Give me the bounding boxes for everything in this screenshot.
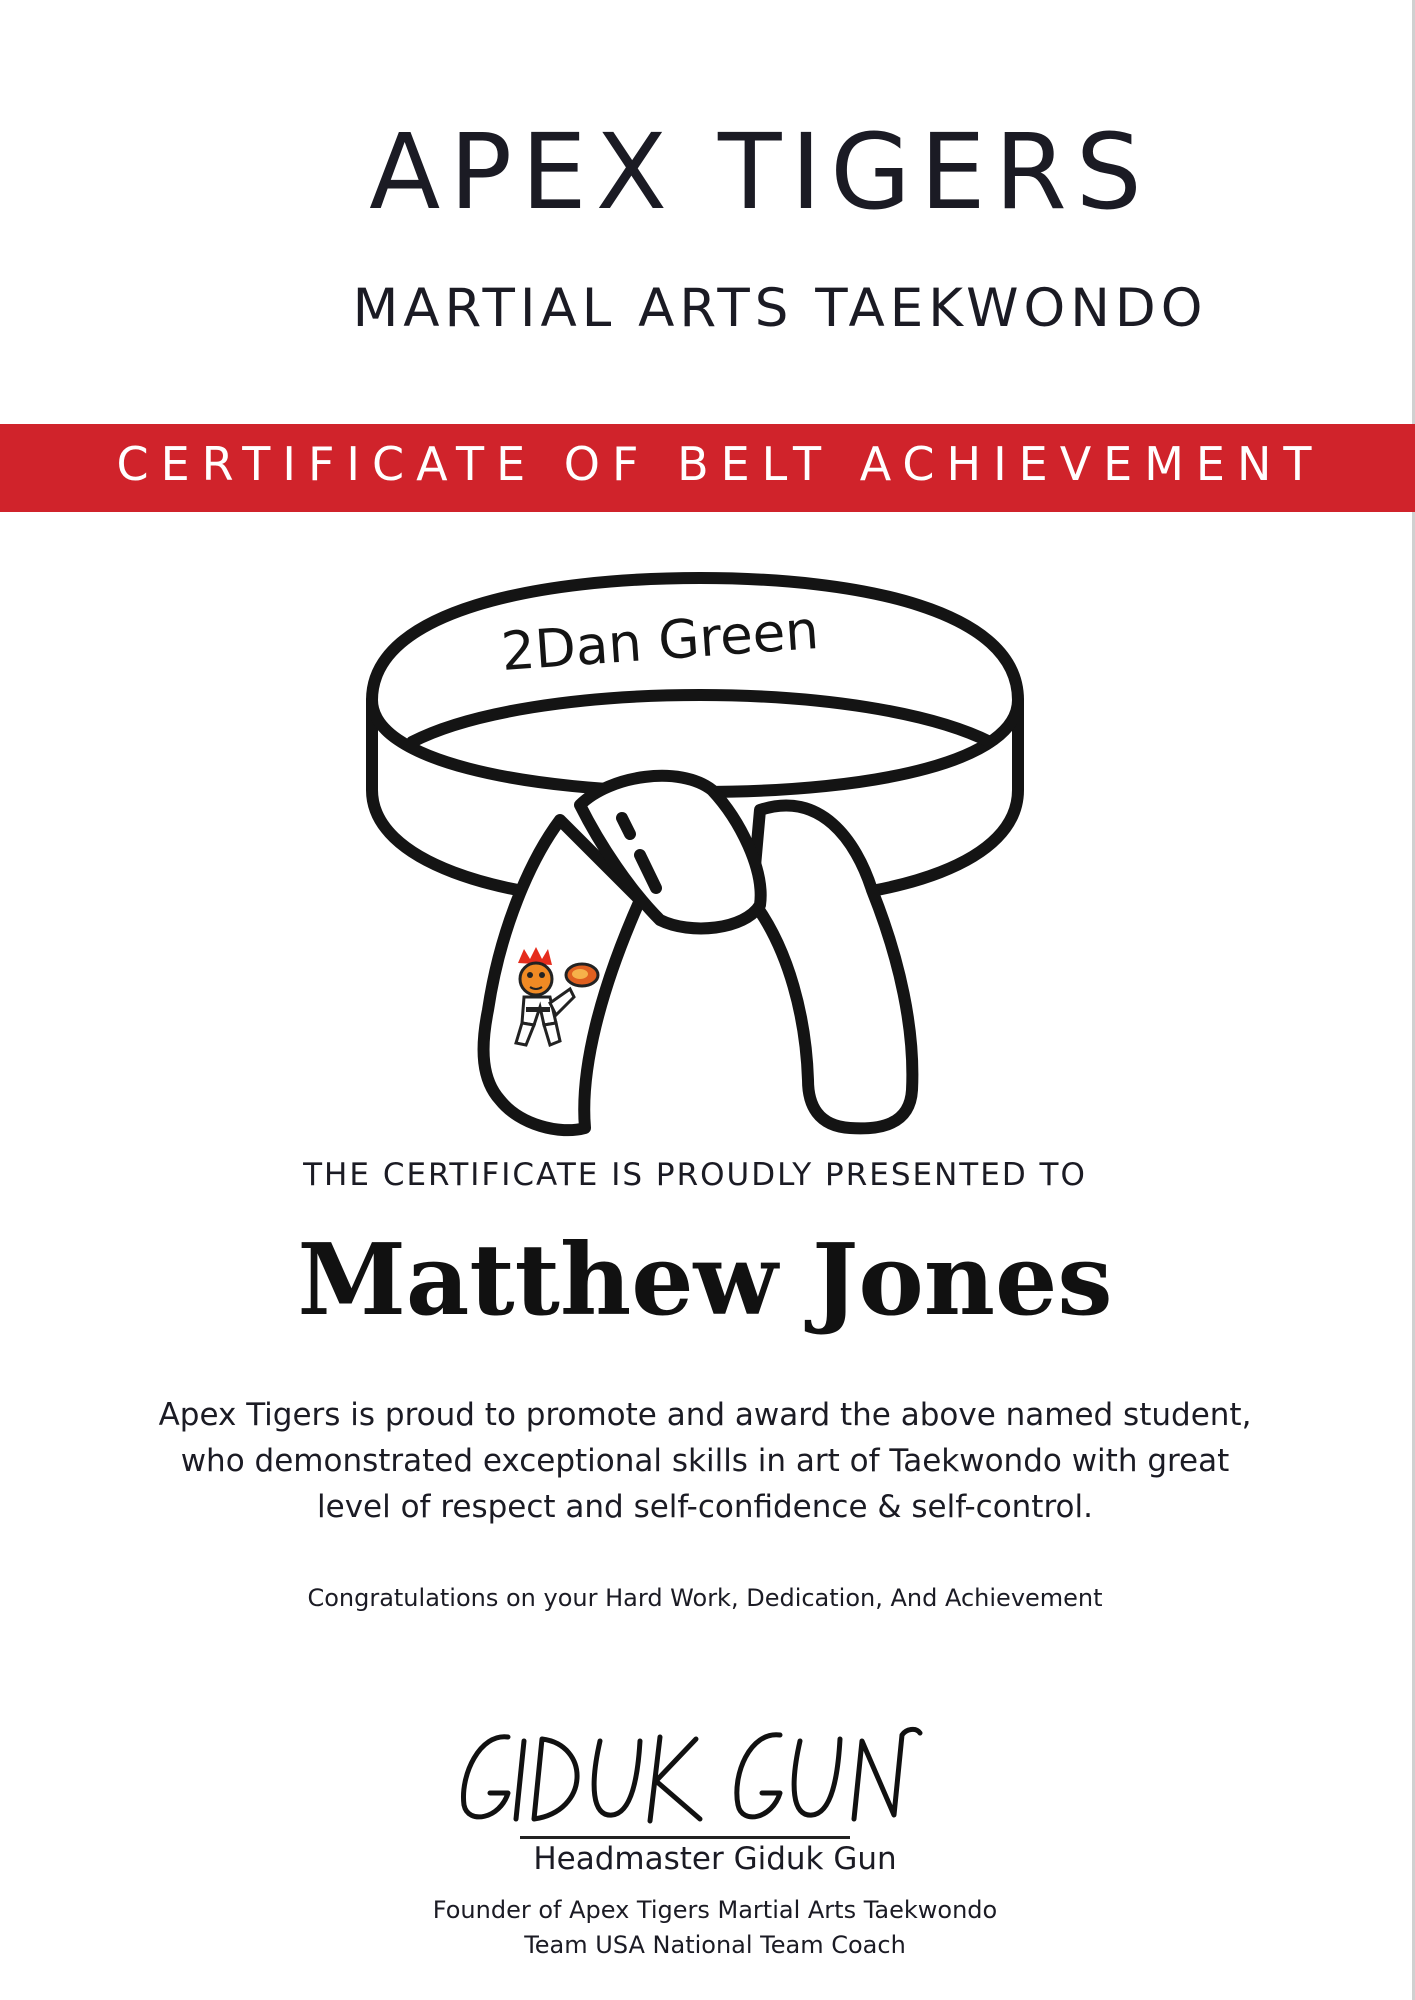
award-description (90, 1392, 1320, 1530)
tiger-taekwondo-mascot-icon (510, 945, 600, 1055)
certificate-title: CERTIFICATE OF BELT ACHIEVEMENT (116, 437, 1324, 491)
signatory-title: Founder of Apex Tigers Martial Arts Taekwondo (432, 1896, 998, 1924)
handwritten-signature (450, 1715, 970, 1835)
signatory-title-secondary: Team USA National Team Coach (524, 1931, 906, 1959)
award-description-line: Apex Tigers is proud to promote and award the above named student, (158, 1397, 1252, 1433)
presented-to-text: THE CERTIFICATE IS PROUDLY PRESENTED TO (303, 1157, 1087, 1193)
signature-line (520, 1836, 850, 1839)
organization-name: APEX TIGERS (369, 111, 1151, 233)
organization-subtitle: MARTIAL ARTS TAEKWONDO (352, 278, 1208, 339)
signatory-name: Headmaster Giduk Gun (533, 1841, 897, 1877)
award-description-line: who demonstrated exceptional skills in art of Taekwondo with great (180, 1443, 1230, 1479)
belt-rank-label: 2Dan Green (499, 599, 821, 684)
congratulations-text: Congratulations on your Hard Work, Dedication, And Achievement (307, 1584, 1103, 1612)
award-description-line: level of respect and self-confidence & self-control. (317, 1489, 1093, 1525)
recipient-name: Matthew Jones (297, 1223, 1113, 1338)
